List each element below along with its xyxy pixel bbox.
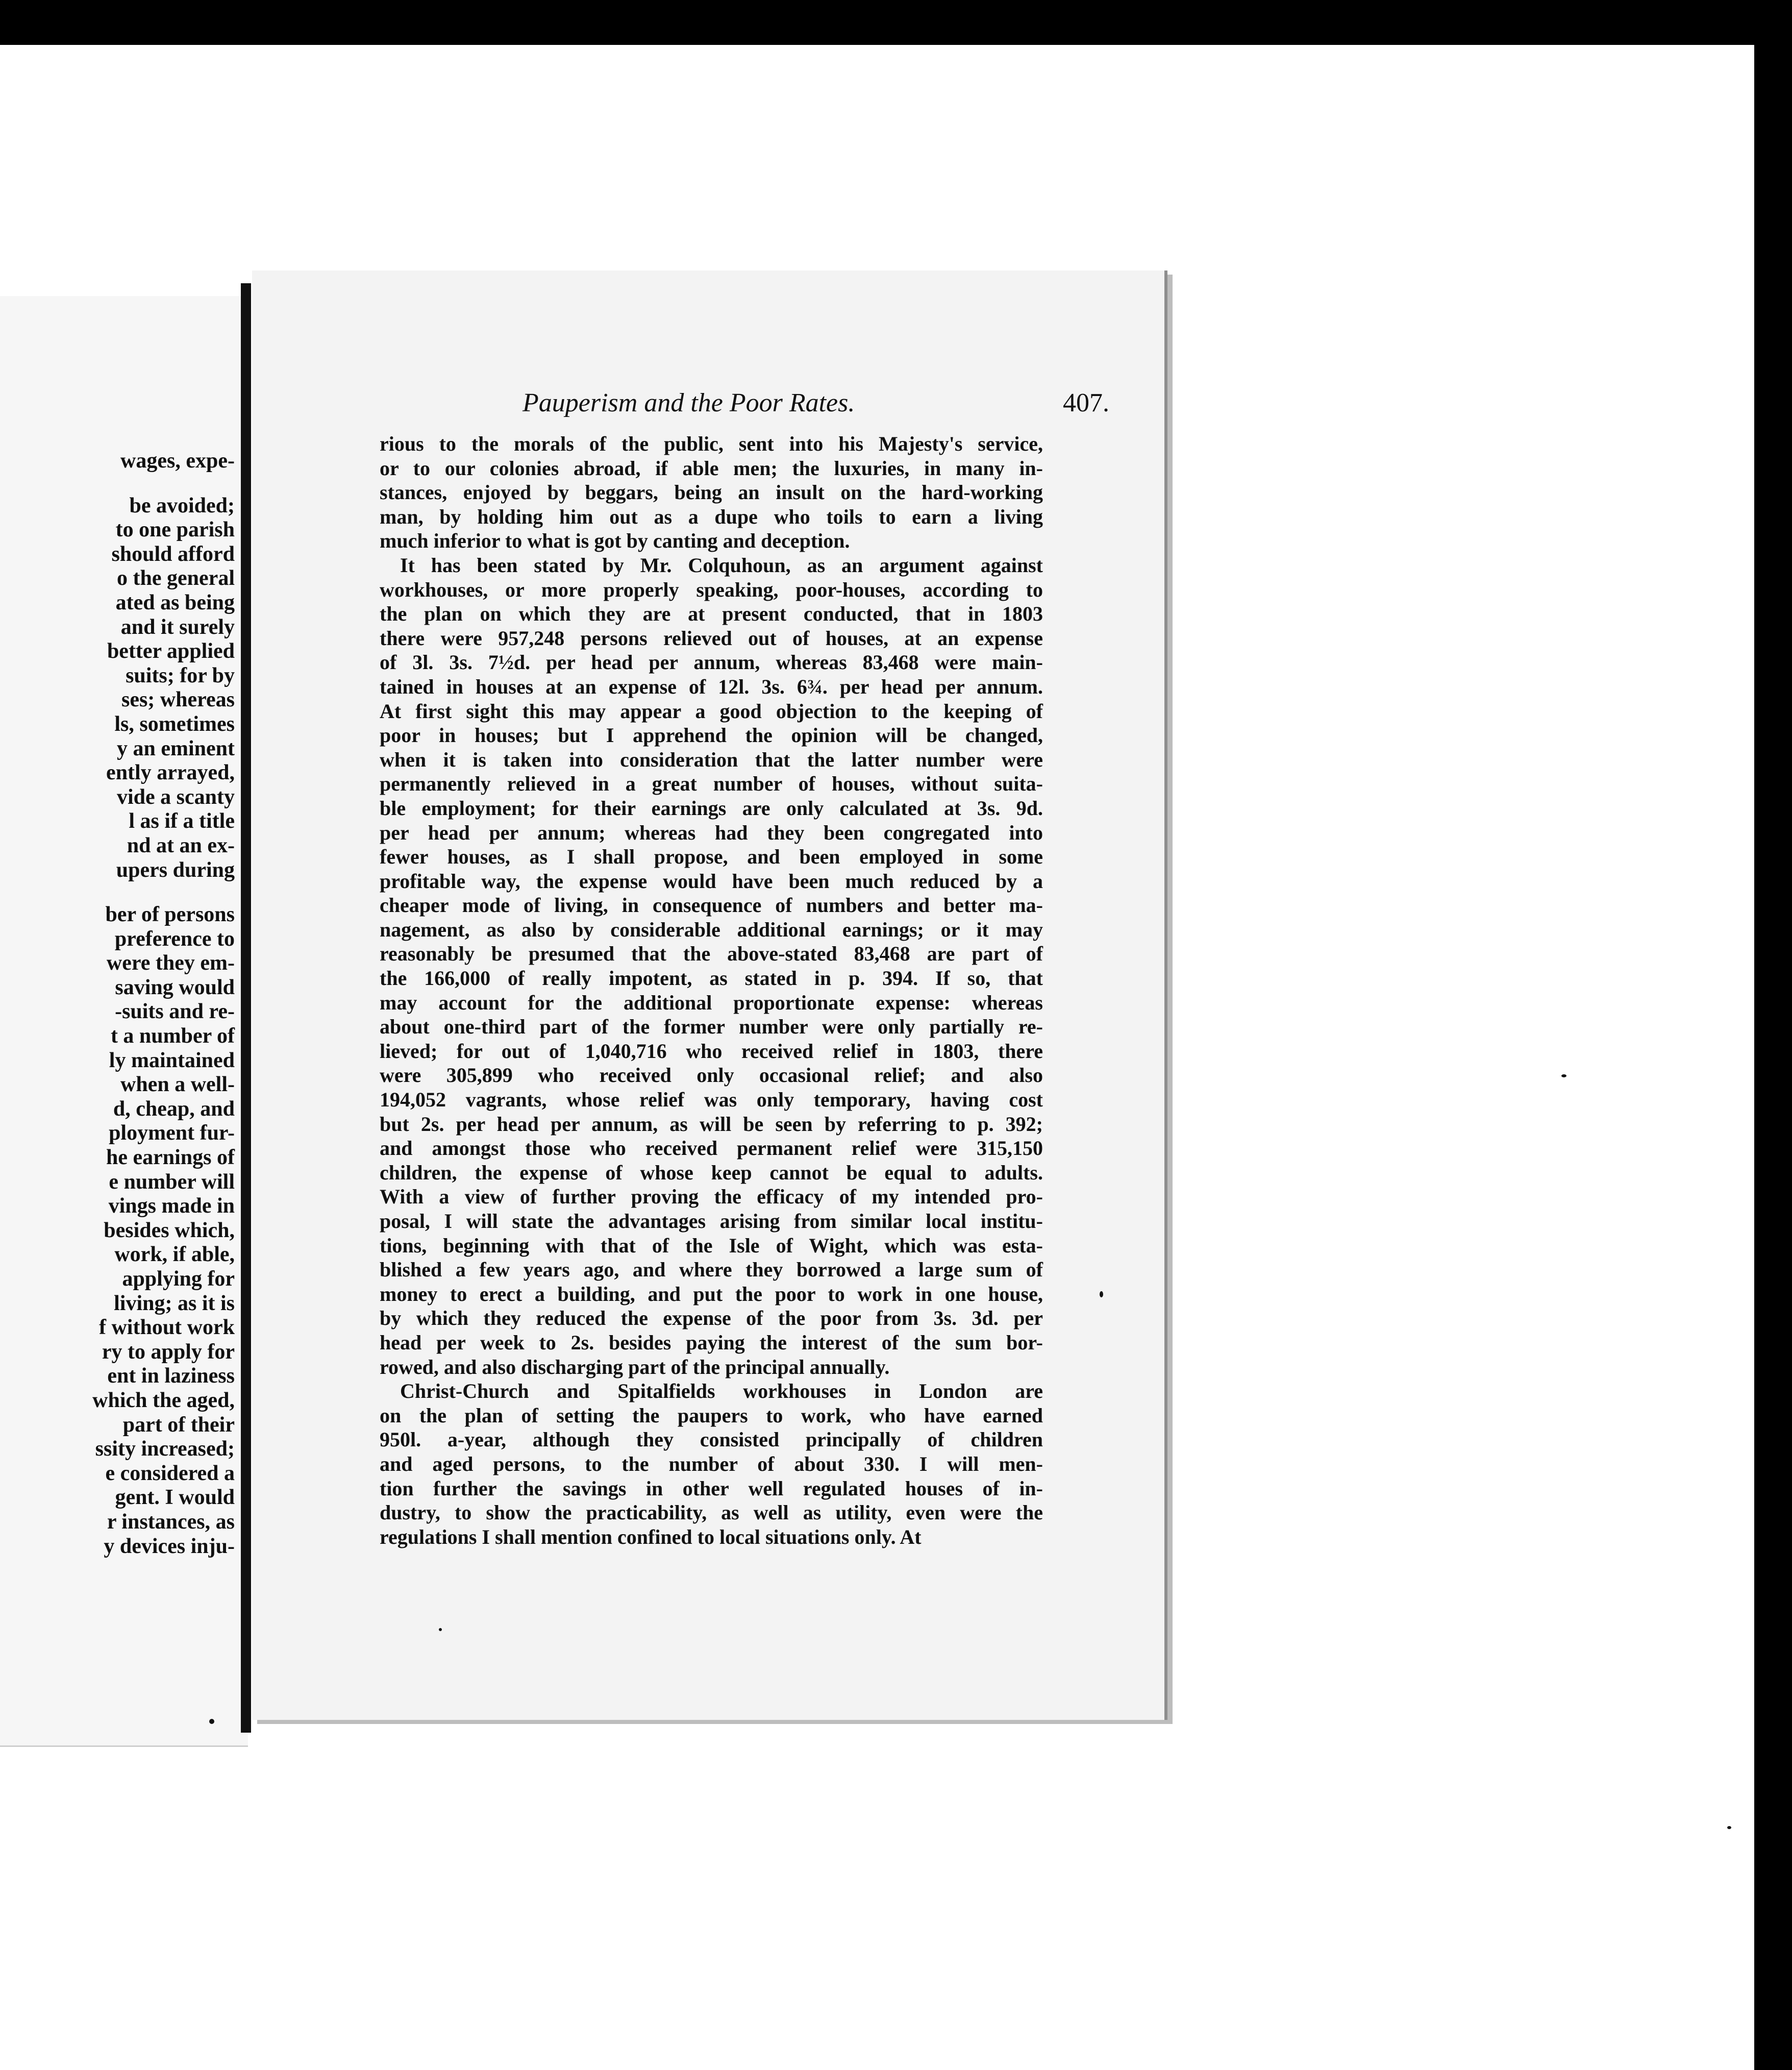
text-line: o the general: [117, 566, 235, 590]
text-line: ly maintained: [109, 1048, 235, 1072]
text-line: permanently relieved in a great number of houses, without suita-: [380, 772, 1043, 796]
text-line: stances, enjoyed by beggars, being an insult on the hard-working: [380, 481, 1043, 504]
previous-page-fragment: [0, 296, 248, 1747]
text-line: the plan on which they are at present conducted, that in 1803: [380, 602, 1043, 626]
text-line: ry to apply for: [102, 1340, 235, 1364]
text-line: which the aged,: [92, 1388, 235, 1412]
text-line: blished a few years ago, and where they borrowed a large sum of: [380, 1258, 1043, 1282]
text-line: work, if able,: [114, 1243, 235, 1267]
text-line: wages, expe-: [120, 449, 235, 473]
text-line: r instances, as: [107, 1510, 235, 1534]
text-line: ently arrayed,: [106, 761, 235, 785]
text-line: nagement, as also by considerable additional earnings; or it may: [380, 918, 1043, 941]
text-line: per head per annum; whereas had they been congregated into: [380, 821, 1043, 844]
text-line: rowed, and also discharging part of the principal annually.: [380, 1355, 890, 1378]
text-line: vide a scanty: [117, 785, 235, 809]
text-line: better applied: [107, 639, 235, 663]
previous-page-text: [0, 449, 235, 1559]
text-line: l as if a title: [129, 809, 235, 833]
text-line: tions, beginning with that of the Isle of Wight, which was esta-: [380, 1234, 1043, 1257]
text-line: vings made in: [108, 1194, 235, 1218]
text-line: part of their: [122, 1413, 235, 1437]
text-line: cheaper mode of living, in consequence of numbers and better ma-: [380, 894, 1043, 917]
running-head: Pauperism and the Poor Rates.: [522, 388, 855, 417]
text-line: regulations I shall mention confined to local situations only. At: [380, 1525, 922, 1548]
text-line: suits; for by: [126, 663, 235, 687]
text-line: ent in laziness: [107, 1364, 235, 1388]
text-line: ble employment; for their earnings are only calculated at 3s. 9d.: [380, 796, 1043, 820]
text-line: man, by holding him out as a dupe who toils to earn a living: [380, 505, 1043, 528]
text-line: At first sight this may appear a good objection to the keeping of: [380, 699, 1043, 723]
text-line: besides which,: [104, 1218, 235, 1242]
text-line: may account for the additional proportionate expense: whereas: [380, 991, 1043, 1014]
text-line: nd at an ex-: [127, 833, 235, 857]
text-line: 194,052 vagrants, whose relief was only temporary, having cost: [380, 1088, 1043, 1112]
page-header: [522, 388, 1109, 418]
text-line: e number will: [109, 1170, 235, 1194]
text-line: dustry, to show the practicability, as well as utility, even were the: [380, 1501, 1043, 1524]
book-page: [252, 270, 1167, 1720]
text-line: when a well-: [120, 1073, 235, 1097]
text-line: about one-third part of the former number were only partially re-: [380, 1015, 1043, 1039]
text-line: It has been stated by Mr. Colquhoun, as an argument against: [400, 553, 1043, 577]
text-line: and aged persons, to the number of about 330. I will men-: [380, 1452, 1043, 1475]
text-line: t a number of: [110, 1024, 235, 1048]
text-line: -suits and re-: [115, 1000, 235, 1024]
text-line: gent. I would: [115, 1486, 235, 1510]
text-line: tained in houses at an expense of 12l. 3s. 6¾. per head per annum.: [380, 675, 1043, 698]
text-line: there were 957,248 persons relieved out of houses, at an expense: [380, 626, 1043, 650]
text-line: by which they reduced the expense of the poor from 3s. 3d. per: [380, 1307, 1043, 1330]
text-line: e considered a: [105, 1461, 235, 1485]
text-line: money to erect a building, and put the poor to work in one house,: [380, 1282, 1043, 1305]
text-line: workhouses, or more properly speaking, poor-houses, according to: [380, 578, 1043, 601]
text-line: reasonably be presumed that the above-stated 83,468 are part of: [380, 942, 1043, 966]
text-line: children, the expense of whose keep cannot be equal to adults.: [380, 1161, 1043, 1184]
text-line: 950l. a-year, although they consisted principally of children: [380, 1428, 1043, 1451]
text-line: ployment fur-: [109, 1121, 235, 1145]
text-line: he earnings of: [106, 1146, 235, 1170]
text-line: lieved; for out of 1,040,716 who received relief in 1803, there: [380, 1039, 1043, 1063]
text-line: and amongst those who received permanent relief were 315,150: [380, 1137, 1043, 1160]
text-line: preference to: [114, 927, 235, 951]
text-line: when it is taken into consideration that the latter number were: [380, 748, 1043, 771]
scan-speck: [1100, 1291, 1103, 1297]
text-line: of 3l. 3s. 7½d. per head per annum, whereas 83,468 were main-: [380, 651, 1043, 674]
text-line: y devices inju-: [104, 1534, 235, 1558]
text-line: [0, 882, 235, 903]
text-line: poor in houses; but I apprehend the opinion will be changed,: [380, 724, 1043, 747]
page-body-text: [380, 432, 1043, 1549]
page-number: 407.: [1063, 388, 1109, 417]
text-line: [0, 474, 235, 494]
scan-speck: [439, 1628, 442, 1631]
text-line: but 2s. per head per annum, as will be seen by referring to p. 392;: [380, 1112, 1043, 1136]
text-line: on the plan of setting the paupers to work, who have earned: [380, 1403, 1043, 1427]
text-line: Christ-Church and Spitalfields workhouses in London are: [400, 1379, 1043, 1403]
text-line: head per week to 2s. besides paying the interest of the sum bor-: [380, 1330, 1043, 1354]
text-line: saving would: [115, 975, 235, 999]
text-line: ls, sometimes: [114, 712, 235, 736]
text-line: be avoided;: [129, 494, 235, 518]
text-line: ated as being: [115, 590, 235, 614]
text-line: posal, I will state the advantages arising from similar local institu-: [380, 1210, 1043, 1233]
scan-speck: [209, 1719, 214, 1724]
text-line: With a view of further proving the efficacy of my intended pro-: [380, 1185, 1043, 1209]
text-line: ses; whereas: [121, 688, 235, 712]
text-line: profitable way, the expense would have been much reduced by a: [380, 869, 1043, 893]
text-line: upers during: [116, 858, 235, 882]
text-line: to one parish: [115, 518, 235, 542]
text-line: applying for: [122, 1267, 235, 1291]
text-line: were 305,899 who received only occasional relief; and also: [380, 1064, 1043, 1087]
text-line: or to our colonies abroad, if able men; the luxuries, in many in-: [380, 456, 1043, 480]
text-line: much inferior to what is got by canting and deception.: [380, 529, 850, 553]
text-line: the 166,000 of really impotent, as stated in p. 394. If so, that: [380, 967, 1043, 990]
text-line: fewer houses, as I shall propose, and been employed in some: [380, 845, 1043, 869]
text-line: y an eminent: [117, 736, 235, 760]
book-gutter: [241, 283, 251, 1733]
text-line: living; as it is: [114, 1291, 235, 1315]
text-line: d, cheap, and: [113, 1097, 235, 1121]
text-line: should afford: [111, 542, 235, 566]
text-line: rious to the morals of the public, sent into his Majesty's service,: [380, 432, 1043, 455]
text-line: and it surely: [120, 615, 235, 639]
scan-speck: [1727, 1826, 1731, 1829]
text-line: ber of persons: [105, 903, 235, 927]
text-line: f without work: [98, 1316, 235, 1340]
text-line: tion further the savings in other well regulated houses of in-: [380, 1476, 1043, 1500]
text-line: were they em-: [106, 951, 235, 975]
text-line: ssity increased;: [95, 1437, 235, 1461]
scan-speck: [1561, 1074, 1566, 1077]
